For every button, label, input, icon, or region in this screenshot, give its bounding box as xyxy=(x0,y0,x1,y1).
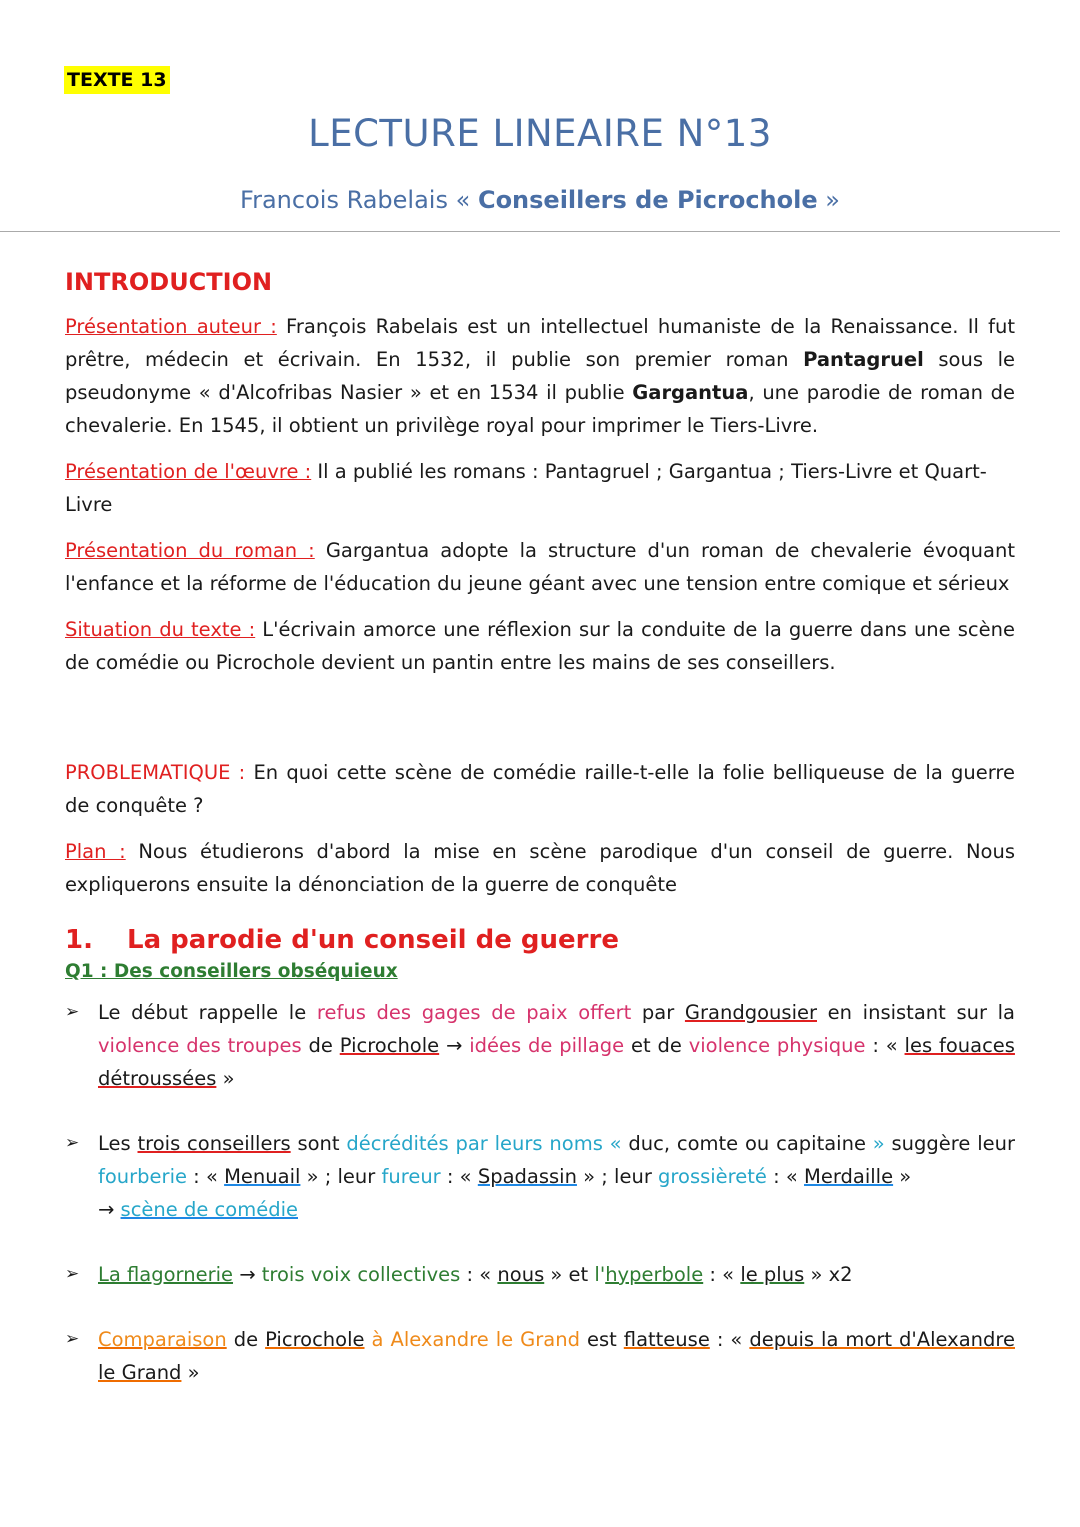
item-text: » xyxy=(181,1361,200,1384)
subtitle-open-quote: « xyxy=(455,186,471,214)
underlined-term: flatteuse xyxy=(623,1328,710,1351)
item-text: Les xyxy=(98,1132,138,1155)
novel-text: Gargantua adopte la structure d'un roman de chevalerie évoquant l'enfance et la réforme de l'éducation du jeune géant avec une tension entre comique et sérieux xyxy=(65,539,1015,595)
text-number-tag: TEXTE 13 xyxy=(64,66,170,94)
highlight-pink: refus des gages de paix offert xyxy=(316,1001,632,1024)
subsection-heading: Q1 : Des conseillers obséquieux xyxy=(65,961,398,982)
author-label: Présentation auteur : xyxy=(65,315,277,338)
bullet-arrow-icon: ➢ xyxy=(65,1329,80,1349)
item-text: : « xyxy=(460,1263,498,1286)
bullet-arrow-icon: ➢ xyxy=(65,1002,80,1022)
underlined-quote: les fouaces détroussées xyxy=(98,1034,1015,1090)
page-title: LECTURE LINEAIRE N°13 xyxy=(308,112,772,155)
list-item xyxy=(65,1258,1015,1291)
underlined-term: Grandgousier xyxy=(684,1001,817,1024)
item-text: en insistant sur la xyxy=(817,1001,1016,1024)
item-text: » xyxy=(893,1165,912,1188)
novel-label: Présentation du roman : xyxy=(65,539,315,562)
analysis-list xyxy=(65,996,1015,1389)
item-text: » et xyxy=(544,1263,595,1286)
section-title: La parodie d'un conseil de guerre xyxy=(127,925,619,955)
underlined-name: Menuail xyxy=(224,1165,301,1188)
item-text: et de xyxy=(624,1034,689,1057)
pantagruel-title: Pantagruel xyxy=(803,348,924,371)
work-text: Il a publié les romans : Pantagruel ; Gargantua ; Tiers-Livre et Quart-Livre xyxy=(65,460,987,516)
item-text: → xyxy=(439,1034,470,1057)
problematic-text: En quoi cette scène de comédie raille-t-elle la folie belliqueuse de la guerre de conquête ? xyxy=(65,761,1015,817)
underlined-term: Picrochole xyxy=(265,1328,365,1351)
highlight-green-underlined: hyperbole xyxy=(605,1263,704,1286)
item-text: : « xyxy=(865,1034,905,1057)
highlight-green: trois voix collectives xyxy=(261,1263,461,1286)
list-item xyxy=(65,1323,1015,1389)
subtitle-work: Conseillers de Picrochole xyxy=(477,186,818,214)
highlight-pink: idées de pillage xyxy=(469,1034,625,1057)
highlight-cyan: fourberie xyxy=(98,1165,187,1188)
highlight-green-underlined: La flagornerie xyxy=(98,1263,234,1286)
item-text: suggère leur xyxy=(884,1132,1015,1155)
list-item xyxy=(65,1127,1015,1226)
item-text: → xyxy=(98,1198,121,1221)
underlined-name: Merdaille xyxy=(804,1165,894,1188)
item-text: Le début rappelle le xyxy=(98,1001,317,1024)
item-text: de xyxy=(226,1328,266,1351)
item-text: → xyxy=(233,1263,262,1286)
underlined-word: le plus xyxy=(740,1263,805,1286)
highlight-cyan-underlined: scène de comédie xyxy=(120,1198,298,1221)
highlight-cyan: fureur xyxy=(381,1165,441,1188)
underlined-quote: depuis la mort d'Alexandre le Grand xyxy=(98,1328,1015,1384)
subtitle-author: Francois Rabelais xyxy=(240,186,448,214)
bullet-arrow-icon: ➢ xyxy=(65,1133,80,1153)
situation-label: Situation du texte : xyxy=(65,618,256,641)
work-paragraph xyxy=(65,455,1015,521)
item-text: est xyxy=(579,1328,624,1351)
list-item xyxy=(65,996,1015,1095)
highlight-green: l' xyxy=(594,1263,606,1286)
item-text: de xyxy=(301,1034,340,1057)
item-text: : « xyxy=(709,1328,750,1351)
underlined-word: nous xyxy=(497,1263,545,1286)
item-text: » ; leur xyxy=(300,1165,382,1188)
item-text: » ; leur xyxy=(576,1165,659,1188)
plan-text: Nous étudierons d'abord la mise en scène parodique d'un conseil de guerre. Nous expliquerons ensuite la dénonciation de la guerre de conquête xyxy=(65,840,1015,896)
highlight-cyan: décrédités par leurs noms xyxy=(346,1132,603,1155)
highlight-pink: violence des troupes xyxy=(98,1034,302,1057)
highlight-cyan: « xyxy=(602,1132,622,1155)
author-text: , une parodie de roman de chevalerie. En 1545, il obtient un privilège royal pour imprimer le Tiers-Livre. xyxy=(65,381,1015,437)
subtitle-close-quote: » xyxy=(825,186,840,214)
underlined-name: Spadassin xyxy=(477,1165,577,1188)
author-paragraph xyxy=(65,310,1015,442)
situation-text: L'écrivain amorce une réflexion sur la conduite de la guerre dans une scène de comédie ou Picrochole devient un pantin entre les mains de ses conseillers. xyxy=(65,618,1015,674)
item-text: par xyxy=(631,1001,685,1024)
problematic-paragraph xyxy=(65,756,1015,822)
item-text: » x2 xyxy=(804,1263,853,1286)
introduction-heading: INTRODUCTION xyxy=(65,268,273,296)
item-text: : « xyxy=(766,1165,805,1188)
highlight-cyan: » xyxy=(872,1132,885,1155)
header-divider xyxy=(0,231,1060,232)
item-text: » xyxy=(216,1067,235,1090)
document-body xyxy=(65,268,1015,1421)
highlight-orange: à Alexandre le Grand xyxy=(364,1328,580,1351)
highlight-cyan: grossièreté xyxy=(658,1165,767,1188)
problematic-label: PROBLEMATIQUE : xyxy=(65,761,246,784)
bullet-arrow-icon: ➢ xyxy=(65,1264,80,1284)
item-text: sont xyxy=(290,1132,347,1155)
situation-paragraph xyxy=(65,613,1015,679)
item-text: duc, comte ou capitaine xyxy=(621,1132,873,1155)
novel-paragraph xyxy=(65,534,1015,600)
highlight-orange-underlined: Comparaison xyxy=(98,1328,227,1351)
author-text: François Rabelais est un intellectuel humaniste de la Renaissance. Il fut prêtre, médecin et écrivain. En 1532, il publie son premier roman xyxy=(65,315,1015,371)
underlined-term: trois conseillers xyxy=(137,1132,291,1155)
work-label: Présentation de l'œuvre : xyxy=(65,460,312,483)
plan-paragraph xyxy=(65,835,1015,901)
highlight-pink: violence physique xyxy=(688,1034,866,1057)
item-text: : « xyxy=(440,1165,478,1188)
plan-label: Plan : xyxy=(65,840,126,863)
underlined-term: Picrochole xyxy=(339,1034,440,1057)
item-text: : « xyxy=(186,1165,225,1188)
author-text: sous le pseudonyme « d'Alcofribas Nasier » et en 1534 il publie xyxy=(65,348,1015,404)
page-subtitle xyxy=(0,186,1080,214)
section-heading xyxy=(65,925,1015,955)
section-number: 1. xyxy=(65,925,93,955)
spacer xyxy=(65,692,1015,756)
item-text: : « xyxy=(703,1263,741,1286)
gargantua-title: Gargantua xyxy=(632,381,749,404)
